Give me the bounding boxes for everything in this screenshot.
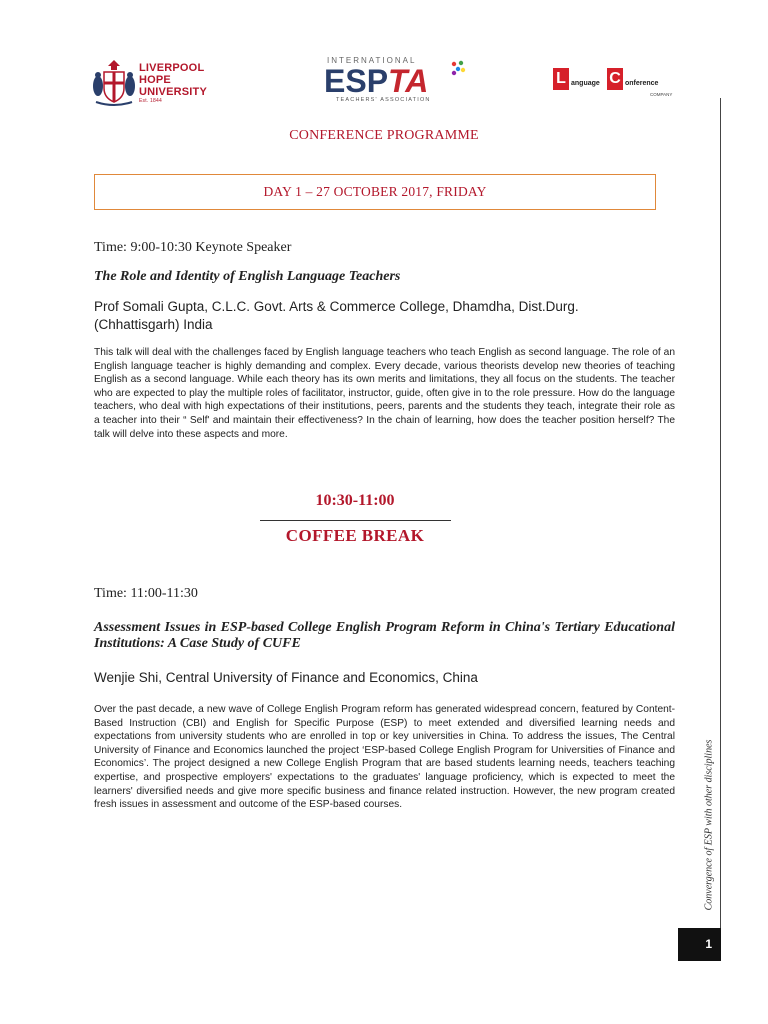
sidebar-vertical-text <box>698 720 720 930</box>
session2-title: Assessment Issues in ESP-based College English Program Reform in China's Tertiary Educational Institutions: A Case Study of CUFE <box>94 620 675 651</box>
logo-line-1: LIVERPOOL <box>139 62 205 74</box>
espta-subtitle: TEACHERS' ASSOCIATION <box>336 97 431 103</box>
page-title: CONFERENCE PROGRAMME <box>289 128 479 143</box>
day-heading-box: DAY 1 – 27 OCTOBER 2017, FRIDAY <box>94 174 656 210</box>
lcc-c-box: C <box>607 68 623 90</box>
session2-abstract: Over the past decade, a new wave of College English Program reform has generated widespread concern, featured by Content-Based Instruction (CBI) and English for Specific Purpose (ESP) to meet extended and diversified learning needs and expectations from university students who are enrolled in top or key universities in China. To address the issues, The Central University of Finance and Economics launched the project ‘ESP-based College English Program for Universities of Finance and Economics’. The project designed a new College English Program that are based students learning needs, teachers teaching expertise, and prospective employers' expectations to the graduates' language proficiency, which is expected to meet the learners' diversified needs and give more specific business and finance related instruction. However, the new program created fresh issues in assessment and outcome of the ESP-based courses. <box>94 704 675 811</box>
session1-title: The Role and Identity of English Language Teachers <box>94 269 401 284</box>
lcc-l-box: L <box>553 68 569 90</box>
liverpool-hope-wordmark <box>139 62 207 105</box>
lcc-anguage: anguage <box>571 80 600 87</box>
break-time: 10:30-11:00 <box>315 492 395 509</box>
espta-international: INTERNATIONAL <box>327 56 417 65</box>
session2-time: Time: 11:00-11:30 <box>94 586 198 601</box>
session1-time: Time: 9:00-10:30 Keynote Speaker <box>94 240 292 255</box>
espta-ta: TA <box>388 63 429 99</box>
session2-speaker: Wenjie Shi, Central University of Finance and Economics, China <box>94 670 478 685</box>
lcc-company: COMPANY <box>650 92 673 97</box>
session1-abstract: This talk will deal with the challenges faced by English language teachers who teach English as second language. The role of an English language teacher is highly demanding and complex. Every decade, various theorists develop new theories of teaching English as a second language. While each theory has its own merits and limitations, they all focus on the students. The teacher who are expected to play the multiple roles of facilitator, instructor, guide, often give in to the role pressure. How do the language teachers, who deal with high expectations of their institutions, peers, parents and the students they teach, integrate their role as a teacher into their “ Self' and maintain their effectiveness? In the chain of learning, how does the teacher position herself? The talk will delve into these aspects and more. <box>94 347 675 440</box>
espta-wordmark <box>324 64 428 98</box>
right-margin-rule <box>720 98 721 928</box>
break-label: COFFEE BREAK <box>285 526 425 545</box>
language-conference-logo <box>553 66 678 100</box>
logo-line-2: HOPE <box>139 74 171 86</box>
espta-esp: ESP <box>324 63 389 99</box>
break-divider <box>260 520 451 521</box>
sidebar-text: Convergence of ESP with other disciplines <box>703 739 715 911</box>
session1-speaker: Prof Somali Gupta, C.L.C. Govt. Arts & Commerce College, Dhamdha, Dist.Durg. (Chhattisgarh) India <box>94 299 579 332</box>
espta-logo <box>322 56 467 106</box>
crest-icon <box>92 58 136 108</box>
lcc-onference: onference <box>625 80 659 87</box>
logo-est: Est. 1844 <box>139 98 162 104</box>
liverpool-hope-logo <box>92 58 222 108</box>
logo-line-3: UNIVERSITY <box>139 86 208 98</box>
color-dots-icon <box>450 60 466 78</box>
page-number: 1 <box>678 928 721 961</box>
